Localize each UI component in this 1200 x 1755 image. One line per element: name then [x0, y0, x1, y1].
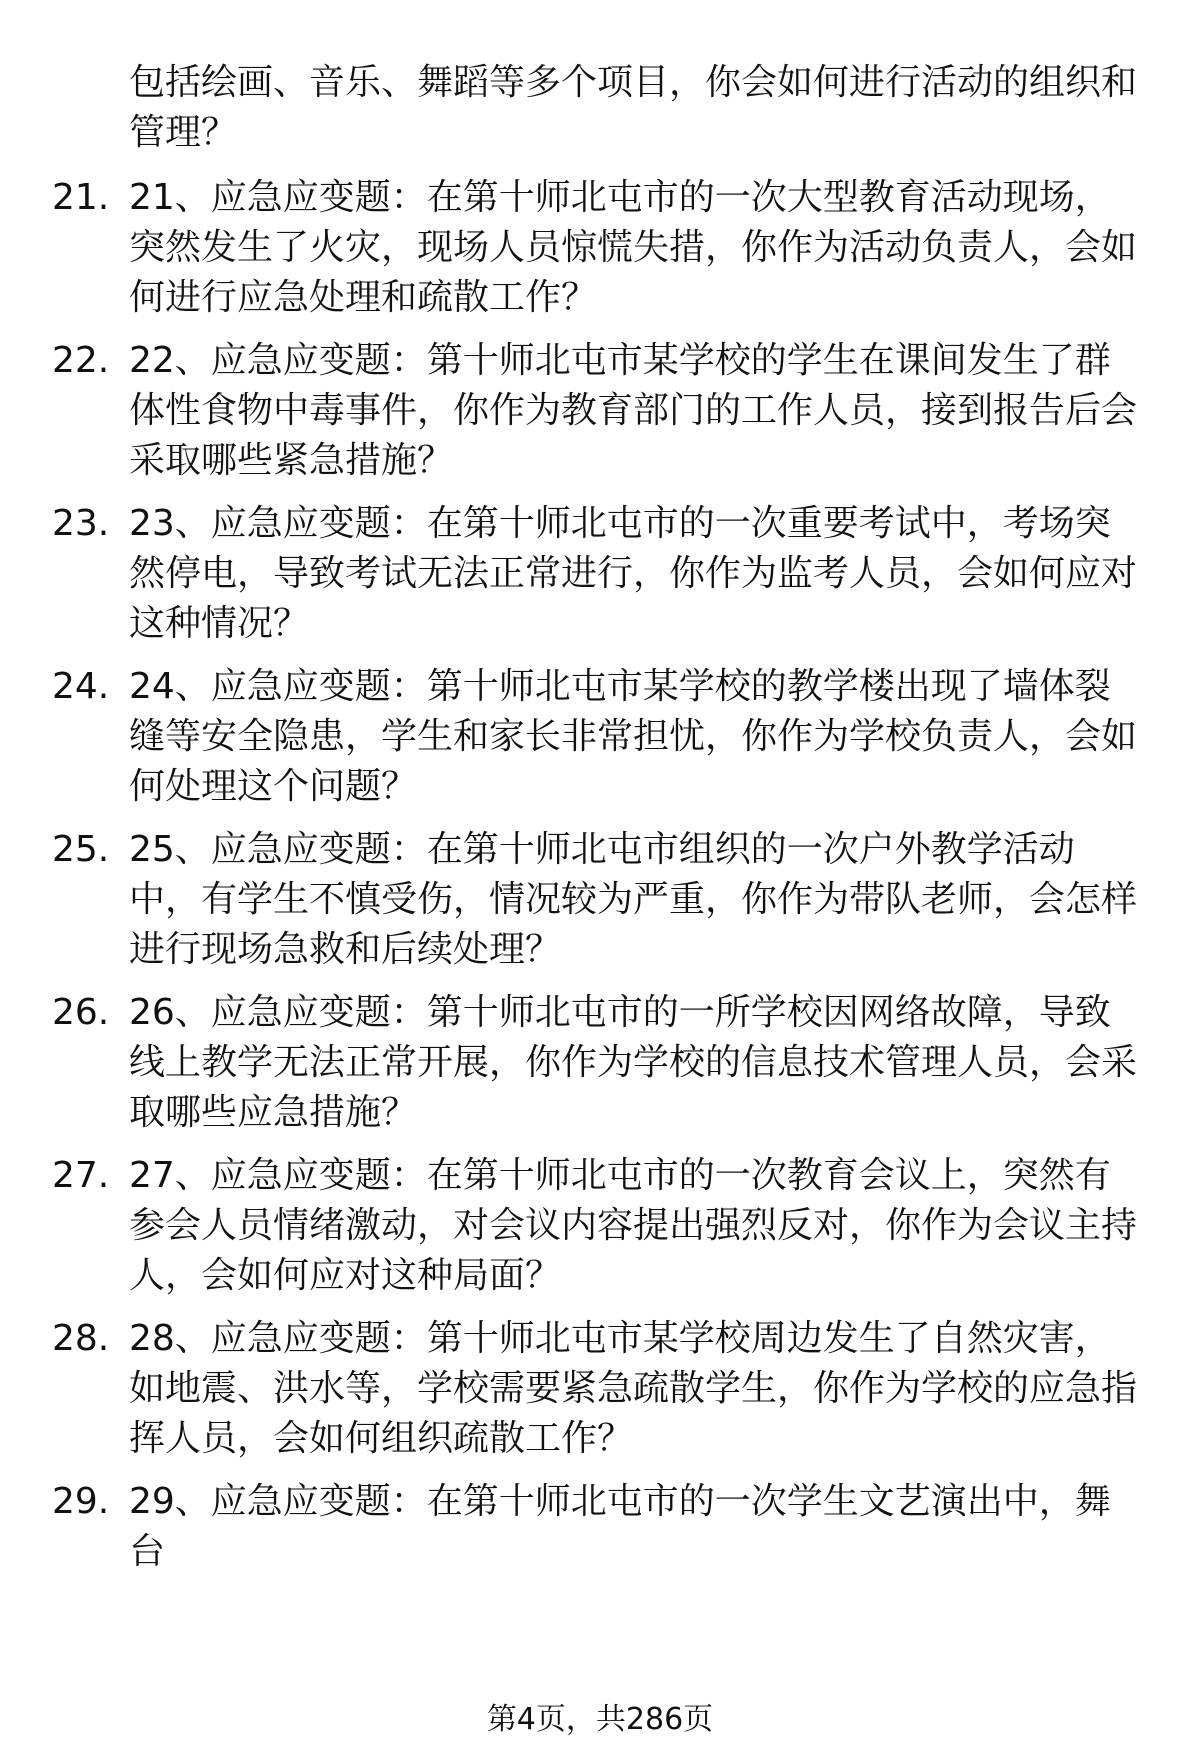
page-footer: 第4页，共286页	[486, 1702, 714, 1737]
item-number: 23.	[52, 503, 110, 544]
item-number: 29.	[52, 1481, 110, 1522]
item-number: 22.	[52, 340, 110, 381]
item-text: 25、应急应变题：在第十师北屯市组织的一次户外教学活动中，有学生不慎受伤，情况较为严重，你作为带队老师，会怎样进行现场急救和后续处理？	[129, 829, 1138, 970]
continued-paragraph: 包括绘画、音乐、舞蹈等多个项目，你会如何进行活动的组织和管理？	[129, 62, 1138, 153]
item-text: 28、应急应变题：第十师北屯市某学校周边发生了自然灾害，如地震、洪水等，学校需要紧急疏散学生，你作为学校的应急指挥人员，会如何组织疏散工作？	[129, 1318, 1138, 1459]
item-number: 27.	[52, 1155, 110, 1196]
item-text: 26、应急应变题：第十师北屯市的一所学校因网络故障，导致线上教学无法正常开展，你作为学校的信息技术管理人员，会采取哪些应急措施？	[129, 992, 1138, 1133]
item-text: 22、应急应变题：第十师北屯市某学校的学生在课间发生了群体性食物中毒事件，你作为教育部门的工作人员，接到报告后会采取哪些紧急措施？	[129, 340, 1138, 481]
item-number: 21.	[52, 177, 110, 218]
item-text: 23、应急应变题：在第十师北屯市的一次重要考试中，考场突然停电，导致考试无法正常进行，你作为监考人员，会如何应对这种情况？	[129, 503, 1138, 644]
item-number: 24.	[52, 666, 110, 707]
item-text: 24、应急应变题：第十师北屯市某学校的教学楼出现了墙体裂缝等安全隐患，学生和家长非常担忧，你作为学校负责人，会如何处理这个问题？	[129, 666, 1138, 807]
item-text: 21、应急应变题：在第十师北屯市的一次大型教育活动现场，突然发生了火灾，现场人员惊慌失措，你作为活动负责人，会如何进行应急处理和疏散工作？	[129, 177, 1138, 318]
item-text: 27、应急应变题：在第十师北屯市的一次教育会议上，突然有参会人员情绪激动，对会议内容提出强烈反对，你作为会议主持人，会如何应对这种局面？	[129, 1155, 1138, 1296]
item-number: 28.	[52, 1318, 110, 1359]
item-text: 29、应急应变题：在第十师北屯市的一次学生文艺演出中，舞台	[129, 1481, 1111, 1572]
item-number: 25.	[52, 829, 110, 870]
item-number: 26.	[52, 992, 110, 1033]
